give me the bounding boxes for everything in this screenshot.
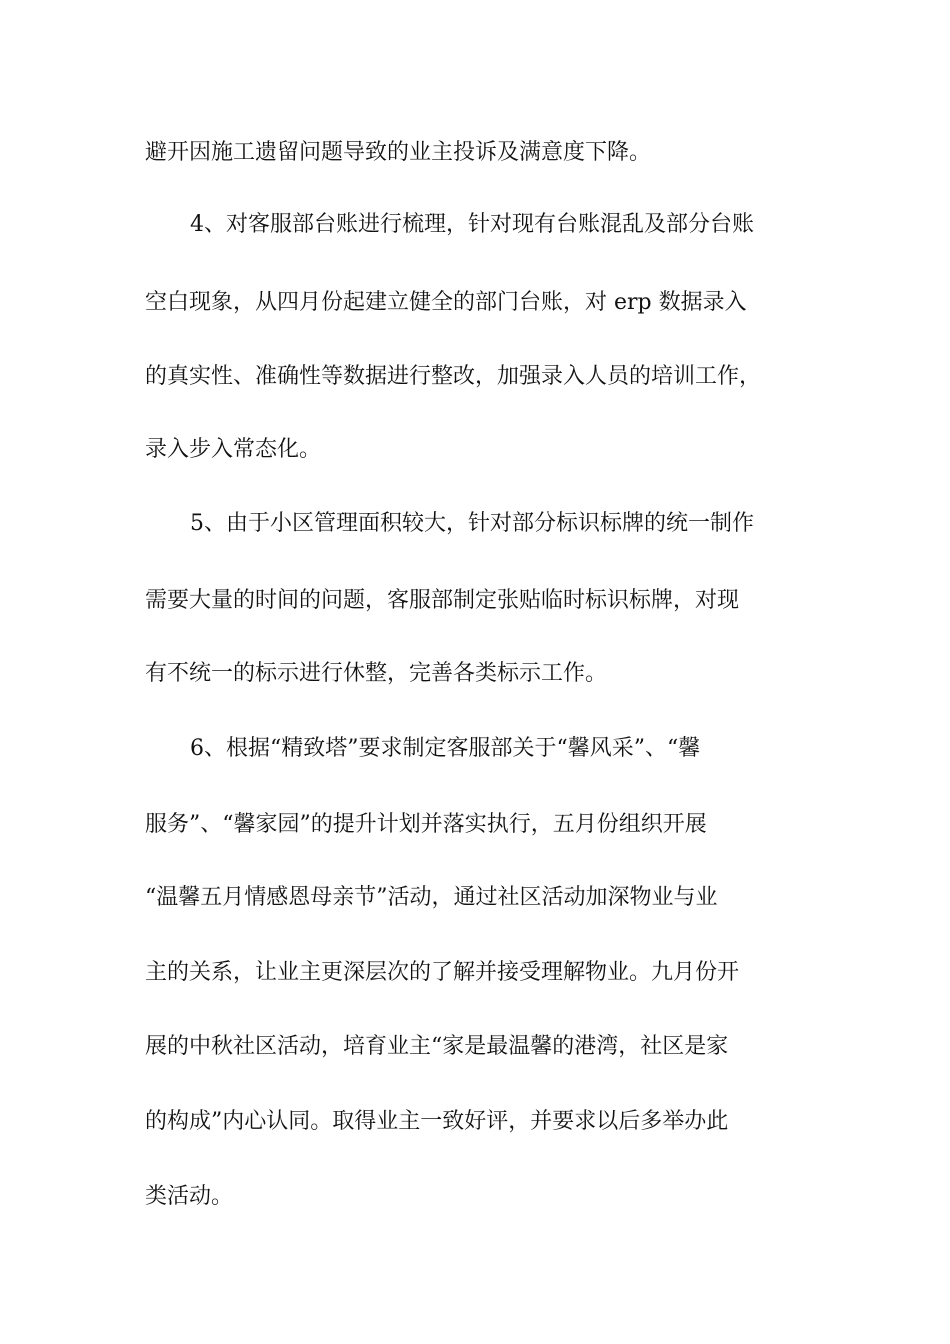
paragraph-5-line-1: 5、由于小区管理面积较大，针对部分标识标牌的统一制作 <box>190 511 754 536</box>
paragraph-5-line-2: 需要大量的时间的问题，客服部制定张贴临时标识标牌，对现 <box>145 588 740 613</box>
paragraph-5-line-3: 有不统一的标示进行休整，完善各类标示工作。 <box>145 661 608 686</box>
paragraph-4-line-1: 4、对客服部台账进行梳理，针对现有台账混乱及部分台账 <box>190 212 754 237</box>
paragraph-6-line-3: “温馨五月情感恩母亲节”活动，通过社区活动加深物业与业 <box>145 885 718 910</box>
paragraph-6-line-5: 展的中秋社区活动，培育业主“家是最温馨的港湾，社区是家 <box>145 1034 729 1059</box>
paragraph-6-line-7: 类活动。 <box>145 1184 234 1209</box>
paragraph-6-line-6: 的构成”内心认同。取得业主一致好评，并要求以后多举办此 <box>145 1109 729 1134</box>
paragraph-6-line-4: 主的关系，让业主更深层次的了解并接受理解物业。九月份开 <box>145 960 740 985</box>
paragraph-4-line-4: 录入步入常态化。 <box>145 437 322 462</box>
paragraph-4-line-3: 的真实性、准确性等数据进行整改，加强录入人员的培训工作， <box>145 364 762 389</box>
paragraph-6-line-1: 6、根据“精致塔”要求制定客服部关于“馨风采”、“馨 <box>190 736 701 761</box>
paragraph-6-line-2: 服务”、“馨家园”的提升计划并落实执行，五月份组织开展 <box>145 812 707 837</box>
paragraph-4-line-2: 空白现象，从四月份起建立健全的部门台账，对 erp 数据录入 <box>145 290 747 315</box>
text-line-1: 避开因施工遗留问题导致的业主投诉及满意度下降。 <box>145 140 652 165</box>
